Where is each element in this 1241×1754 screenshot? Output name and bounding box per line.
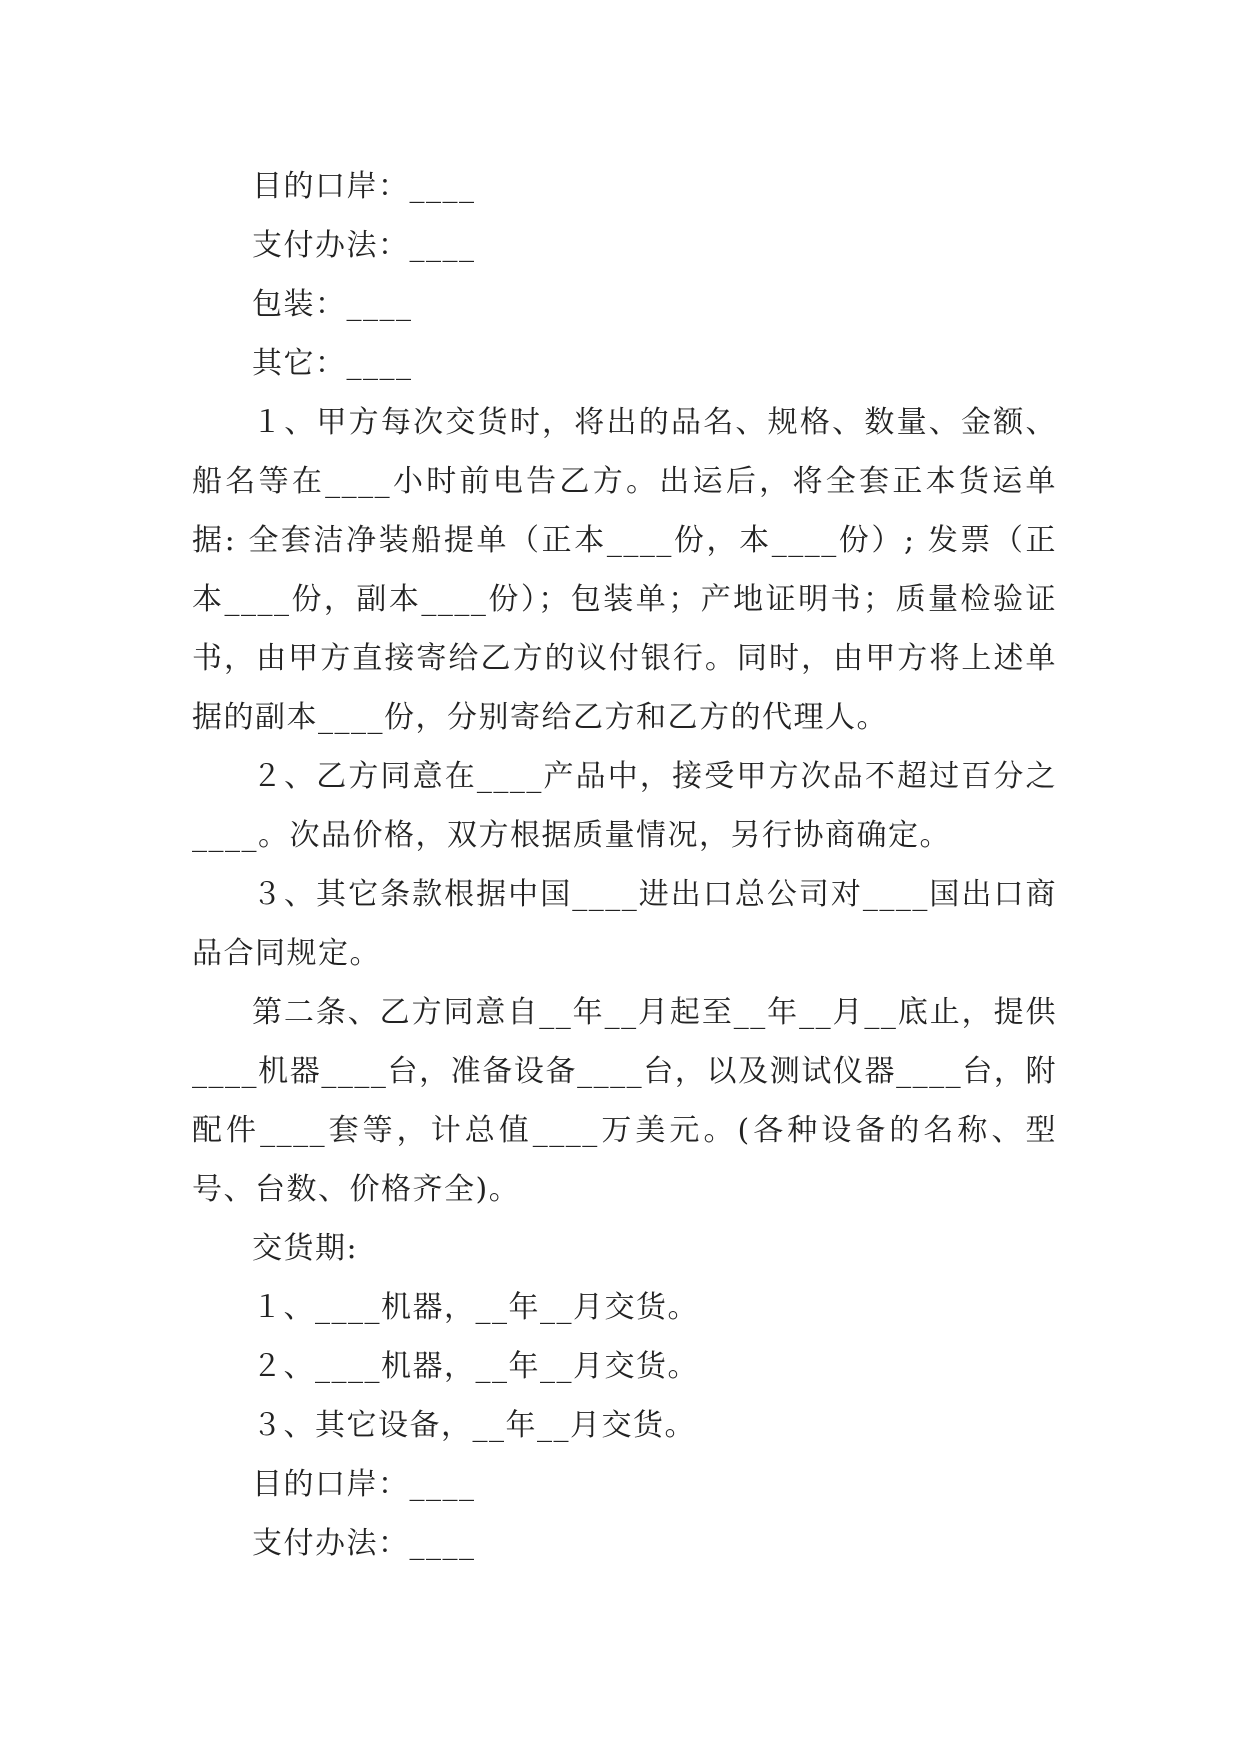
document-body [192,157,1057,1573]
paragraph-article-2-supply: 第二条、乙方同意自__年__月起至__年__月__底止，提供____机器____台，准备设备____台，以及测试仪器____台，附配件____套等，计总值____万美元。(各种设备的名称、型号、台数、价格齐全)。 [192,995,1057,1207]
paragraph-delivery-item-1: １、____机器，__年__月交货。 [252,1290,699,1325]
paragraph-clause-1-shipping-documents: １、甲方每次交货时，将出的品名、规格、数量、金额、船名等在____小时前电告乙方。出运后，将全套正本货运单据: 全套洁净装船提单（正本____份，本____份）; 发票（正本____份，副本____份）；包装单；产地证明书；质量检验证书，由甲方直接寄给乙方的议付银行。同时，由甲方将上述单据的副本____份，分别寄给乙方和乙方的代理人。 [192,405,1057,735]
paragraph-destination-port-2: 目的口岸：____ [252,1467,476,1502]
paragraph-payment-method: 支付办法：____ [252,228,476,263]
paragraph-other: 其它：____ [252,346,413,381]
paragraph-destination-port: 目的口岸：____ [252,169,476,204]
paragraph-clause-2-defective-goods: ２、乙方同意在____产品中，接受甲方次品不超过百分之____。次品价格，双方根据质量情况，另行协商确定。 [192,759,1057,853]
paragraph-delivery-period-heading: 交货期: [252,1231,359,1266]
paragraph-payment-method-2: 支付办法：____ [252,1526,476,1561]
paragraph-delivery-item-2: ２、____机器，__年__月交货。 [252,1349,699,1384]
paragraph-packaging: 包装：____ [252,287,413,322]
paragraph-clause-3-other-terms: ３、其它条款根据中国____进出口总公司对____国出口商品合同规定。 [192,877,1057,971]
paragraph-delivery-item-3: ３、其它设备，__年__月交货。 [252,1408,696,1443]
